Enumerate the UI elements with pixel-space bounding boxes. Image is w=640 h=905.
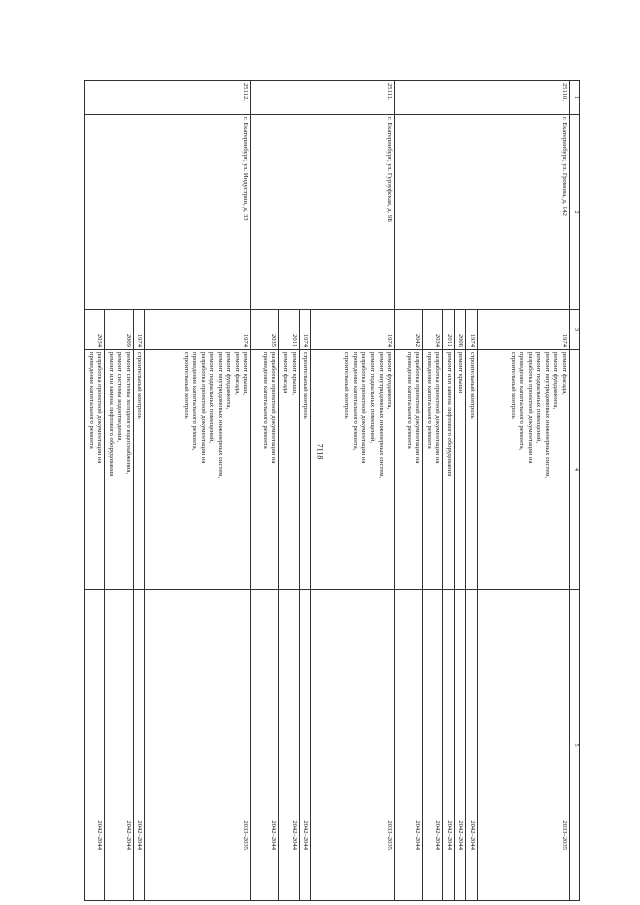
col-header-2: 2 xyxy=(570,115,580,310)
col-header-5: 5 xyxy=(570,590,580,901)
year-cell: 2011 xyxy=(279,310,299,350)
entry-number: 25112. xyxy=(85,81,251,115)
works-cell xyxy=(478,350,570,590)
repair-schedule-table xyxy=(84,80,580,901)
work-item: разработка проектной документации на xyxy=(270,352,278,464)
table-sheet xyxy=(80,80,580,900)
period-cell: 2042–2044 xyxy=(85,590,105,901)
table-row xyxy=(478,81,570,901)
table-body xyxy=(85,81,570,901)
building-address: г. Екатеринбург, ул. Гурзуфская, д. 9Б xyxy=(251,115,395,310)
period-cell: 2042–2044 xyxy=(105,590,134,901)
work-item: разработка проектной документации на xyxy=(414,352,422,464)
works-cell xyxy=(443,350,455,590)
work-item: строительный контроль xyxy=(302,352,310,419)
works-cell xyxy=(395,350,423,590)
year-cell: 2011 xyxy=(443,310,455,350)
year-cell: 2042 xyxy=(395,310,423,350)
works-cell xyxy=(251,350,279,590)
work-item: разработка проектной документации на xyxy=(434,352,442,464)
work-item: ремонт системы холодного водоснабжения, xyxy=(124,352,132,475)
work-item: строительный контроль xyxy=(343,352,351,419)
work-item: разработка проектной документации на xyxy=(96,352,104,464)
work-item: разработка проектной документации на xyxy=(526,352,534,464)
rotated-page xyxy=(80,80,580,900)
year-cell: 2035 xyxy=(251,310,279,350)
period-cell: 2033–2035 xyxy=(311,590,395,901)
work-item: ремонт подвальных помещений, xyxy=(535,352,543,443)
work-item: ремонт крыши, xyxy=(242,352,250,395)
year-cell: 1974 xyxy=(311,310,395,350)
work-item: проведение капитального ремонта, xyxy=(351,352,359,451)
work-item: ремонт внутридомовых инженерных систем, xyxy=(377,352,385,479)
works-cell xyxy=(423,350,443,590)
period-cell: 2042–2044 xyxy=(443,590,455,901)
year-cell: 1974 xyxy=(299,310,311,350)
period-cell: 2042–2044 xyxy=(133,590,145,901)
period-cell: 2033–2035 xyxy=(145,590,251,901)
year-cell: 2034 xyxy=(423,310,443,350)
period-cell: 2042–2044 xyxy=(395,590,423,901)
work-item: проведение капитального ремонта, xyxy=(191,352,199,451)
year-cell: 1974 xyxy=(145,310,251,350)
work-item: ремонт подвальных помещений, xyxy=(208,352,216,443)
work-item: разработка проектной документации на xyxy=(199,352,207,464)
works-cell xyxy=(311,350,395,590)
year-cell: 2006 xyxy=(454,310,466,350)
period-cell: 2042–2044 xyxy=(466,590,478,901)
work-item: ремонт внутридомовых инженерных систем, xyxy=(216,352,224,479)
table-row xyxy=(311,81,395,901)
period-cell: 2042–2044 xyxy=(454,590,466,901)
works-cell xyxy=(105,350,134,590)
period-cell: 2042–2044 xyxy=(423,590,443,901)
work-item: строительный контроль xyxy=(469,352,476,419)
work-item: разработка проектной документации на xyxy=(360,352,368,464)
works-cell xyxy=(279,350,299,590)
work-item: ремонт фундамента, xyxy=(225,352,233,410)
works-cell xyxy=(454,350,466,590)
col-header-1: 1 xyxy=(570,81,580,115)
table-row xyxy=(145,81,251,901)
work-item: строительный контроль xyxy=(509,352,517,419)
work-item: проведение капитального ремонта xyxy=(425,352,433,449)
work-item: строительный контроль xyxy=(136,352,144,419)
header-row xyxy=(570,81,580,901)
works-cell xyxy=(145,350,251,590)
work-item: проведение капитального ремонта, xyxy=(518,352,526,451)
building-address: г. Екатеринбург, ул. Индустрии, д. 33 xyxy=(85,115,251,310)
work-item: ремонт системы водоотведения, xyxy=(116,352,124,443)
work-item: ремонт фундамента, xyxy=(552,352,560,410)
building-address: г. Екатеринбург, ул. Громова, д. 142 xyxy=(395,115,570,310)
year-cell: 1974 xyxy=(478,310,570,350)
entry-number: 25110. xyxy=(395,81,570,115)
period-cell: 2042–2044 xyxy=(251,590,279,901)
year-cell: 2009 xyxy=(105,310,134,350)
work-item: ремонт фасада, xyxy=(561,352,568,395)
work-item: ремонт подвальных помещений, xyxy=(369,352,377,443)
works-cell xyxy=(299,350,311,590)
period-cell: 2033–2035 xyxy=(478,590,570,901)
year-cell: 1974 xyxy=(466,310,478,350)
works-cell xyxy=(85,350,105,590)
work-item: ремонт или замена лифтового оборудования xyxy=(107,352,115,477)
work-item: ремонт внутридомовых инженерных систем, xyxy=(543,352,551,479)
entry-number: 25111. xyxy=(251,81,395,115)
work-item: проведение капитального ремонта xyxy=(87,352,95,449)
work-item: проведение капитального ремонта xyxy=(405,352,413,449)
works-cell xyxy=(133,350,145,590)
work-item: ремонт фасада, xyxy=(233,352,241,395)
works-cell xyxy=(466,350,478,590)
work-item: строительный контроль xyxy=(182,352,190,419)
year-cell: 2034 xyxy=(85,310,105,350)
col-header-3: 3 xyxy=(570,310,580,350)
year-cell: 1974 xyxy=(133,310,145,350)
page-number: 7118 xyxy=(315,443,325,460)
period-cell: 2042–2044 xyxy=(299,590,311,901)
work-item: ремонт крыши xyxy=(457,352,465,394)
work-item: ремонт или замена лифтового оборудования xyxy=(445,352,453,477)
work-item: ремонт фундамента, xyxy=(386,352,394,410)
work-item: проведение капитального ремонта xyxy=(261,352,269,449)
work-item: ремонт фасада xyxy=(282,352,290,394)
period-cell: 2042–2044 xyxy=(279,590,299,901)
work-item: ремонт крыши, xyxy=(290,352,298,395)
col-header-4: 4 xyxy=(570,350,580,590)
